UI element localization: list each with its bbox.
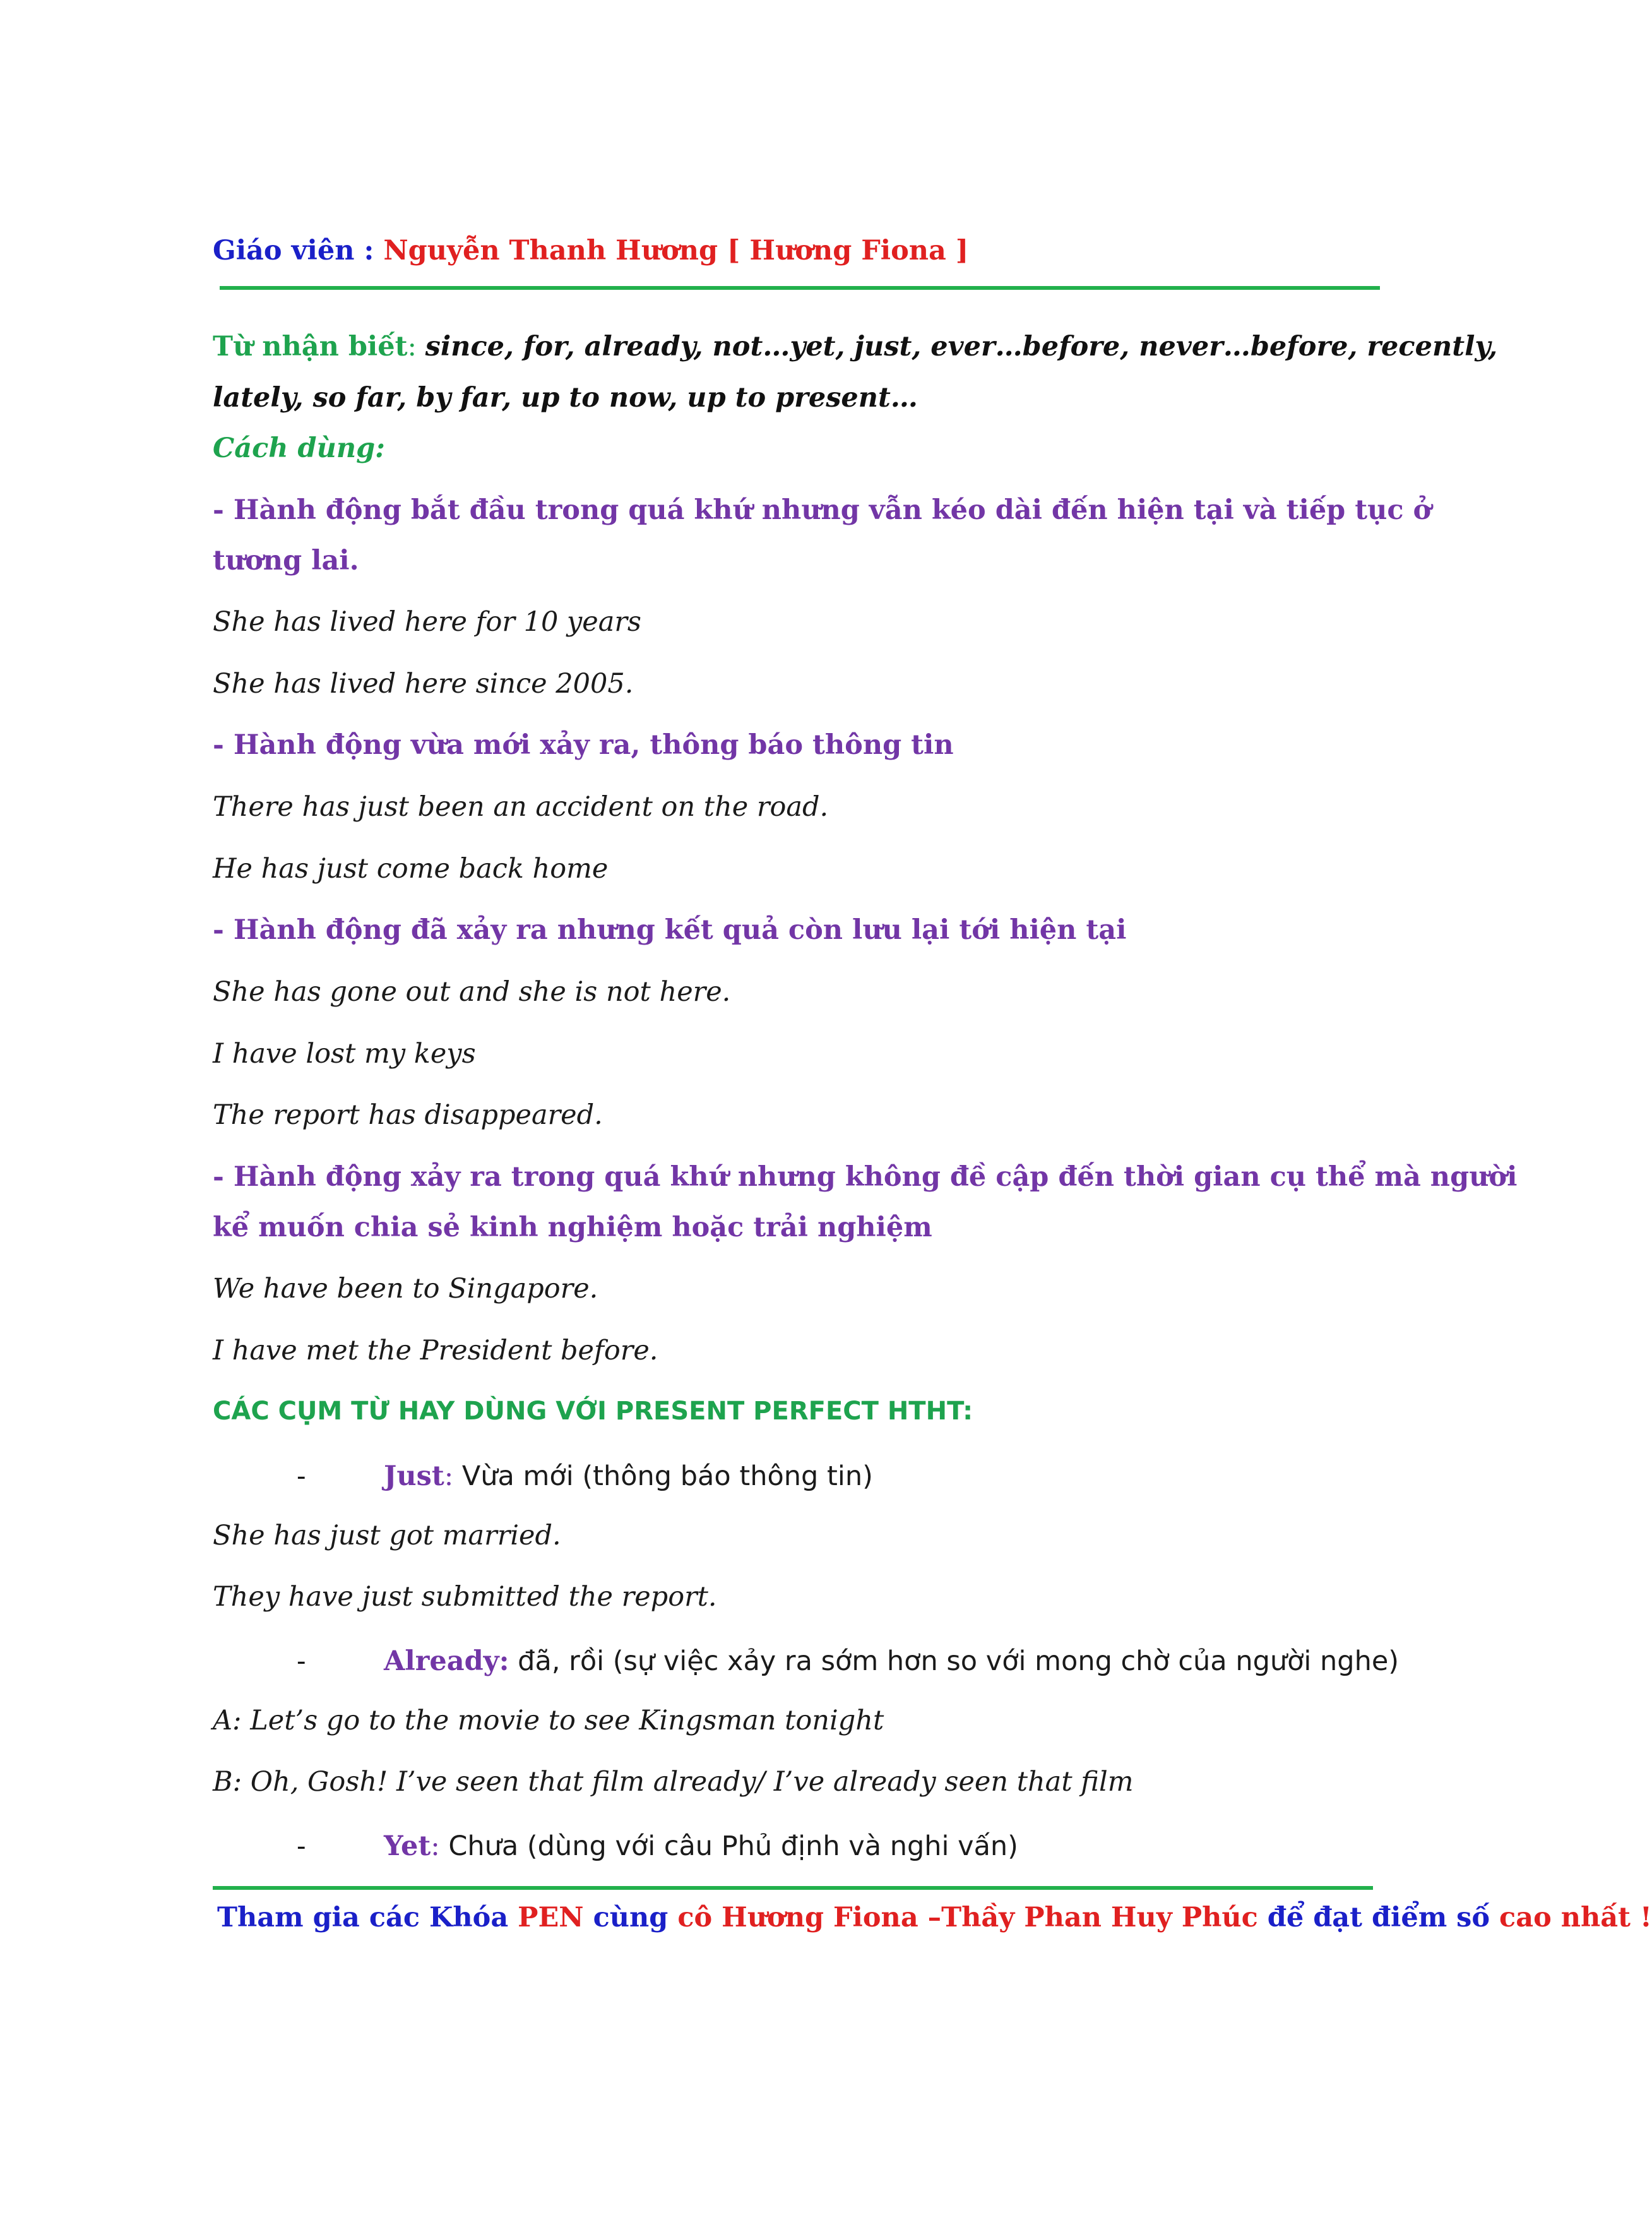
phrase-term: Already: <box>384 1645 509 1677</box>
phrases-heading: CÁC CỤM TỪ HAY DÙNG VỚI PRESENT PERFECT HTHT: <box>213 1397 973 1426</box>
phrase-colon: : <box>444 1460 454 1492</box>
example-sentence: They have just submitted the report. <box>213 1581 717 1613</box>
example-sentence: He has just come back home <box>213 853 609 885</box>
teacher-separator: : <box>354 235 384 266</box>
teacher-name: Nguyễn Thanh Hương [ Hương Fiona ] <box>383 235 969 266</box>
phrase-yet <box>384 1830 1018 1862</box>
footer-text-4: cao nhất ! <box>1499 1902 1652 1933</box>
usage-rule-3: - Hành động đã xảy ra nhưng kết quả còn lưu lại tới hiện tại <box>213 914 1127 946</box>
footer-promo <box>217 1904 1652 1931</box>
phrase-just <box>384 1460 873 1492</box>
phrase-already <box>384 1645 1399 1677</box>
example-sentence: She has lived here since 2005. <box>213 668 634 700</box>
header-divider <box>220 286 1380 290</box>
bullet-dash: - <box>297 1460 306 1492</box>
example-sentence: She has gone out and she is not here. <box>213 976 731 1008</box>
bullet-dash: - <box>297 1830 306 1862</box>
signal-words-colon: : <box>407 331 425 362</box>
bullet-dash: - <box>297 1645 306 1677</box>
example-sentence: I have lost my keys <box>213 1038 476 1070</box>
phrase-term: Just <box>384 1460 444 1492</box>
signal-words-label: Từ nhận biết <box>213 331 408 362</box>
usage-heading: Cách dùng: <box>213 433 386 464</box>
phrase-meaning: đã, rồi (sự việc xảy ra sớm hơn so với mong chờ của người nghe) <box>509 1645 1399 1677</box>
footer-teachers: cô Hương Fiona –Thầy Phan Huy Phúc <box>677 1902 1258 1933</box>
example-dialogue: B: Oh, Gosh! I’ve seen that film already/ I’ve already seen that film <box>213 1766 1134 1798</box>
teacher-label: Giáo viên <box>213 235 355 266</box>
usage-rule-2: - Hành động vừa mới xảy ra, thông báo thông tin <box>213 729 954 761</box>
footer-text-2: cùng <box>583 1902 678 1933</box>
signal-words-list-1: since, for, already, not…yet, just, ever…before, never…before, recently, <box>425 331 1498 362</box>
example-sentence: I have met the President before. <box>213 1335 658 1366</box>
phrase-meaning: Chưa (dùng với câu Phủ định và nghi vấn) <box>439 1830 1018 1862</box>
example-sentence: There has just been an accident on the road. <box>213 791 829 823</box>
example-sentence: We have been to Singapore. <box>213 1273 598 1305</box>
footer-divider <box>213 1886 1373 1890</box>
footer-text-1: Tham gia các Khóa <box>217 1902 518 1933</box>
signal-words-line-1 <box>213 333 1497 361</box>
usage-rule-4-line-2: kể muốn chia sẻ kinh nghiệm hoặc trải nghiệm <box>213 1212 932 1243</box>
usage-rule-1-line-2: tương lai. <box>213 545 359 576</box>
usage-rule-1-line-1: - Hành động bắt đầu trong quá khứ nhưng vẫn kéo dài đến hiện tại và tiếp tục ở <box>213 494 1432 526</box>
teacher-header <box>213 237 968 265</box>
usage-rule-4-line-1: - Hành động xảy ra trong quá khứ nhưng không đề cập đến thời gian cụ thể mà người <box>213 1161 1518 1193</box>
phrase-colon: : <box>431 1830 440 1862</box>
phrase-meaning: Vừa mới (thông báo thông tin) <box>453 1460 873 1492</box>
example-sentence: She has just got married. <box>213 1520 561 1551</box>
phrase-term: Yet <box>384 1830 431 1862</box>
signal-words-list-2: lately, so far, by far, up to now, up to present… <box>213 382 918 414</box>
example-sentence: The report has disappeared. <box>213 1099 603 1131</box>
footer-text-3: để đạt điểm số <box>1257 1902 1500 1933</box>
example-dialogue: A: Let’s go to the movie to see Kingsman tonight <box>213 1705 884 1736</box>
footer-course-name: PEN <box>518 1902 584 1933</box>
example-sentence: She has lived here for 10 years <box>213 606 641 638</box>
